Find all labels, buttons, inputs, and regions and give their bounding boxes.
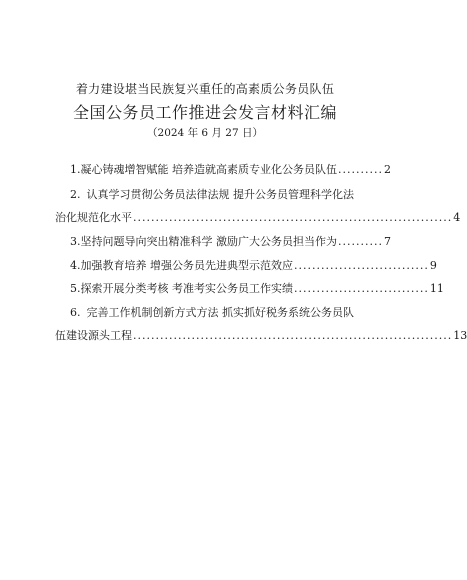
toc-item-title: 凝心铸魂增智赋能 培养造就高素质专业化公务员队伍: [80, 163, 337, 176]
toc-item-page: 4: [453, 211, 461, 224]
toc-item-page: 2: [383, 163, 391, 176]
toc-item-number: 6.: [70, 306, 81, 319]
toc-item-page: 11: [429, 282, 444, 295]
toc-item-3[interactable]: [70, 232, 391, 252]
toc-item-page: 9: [429, 259, 437, 272]
toc-item-number: 5.: [70, 282, 81, 295]
document-subtitle: 着力建设堪当民族复兴重任的高素质公务员队伍: [75, 82, 335, 96]
toc-item-number: 1.: [70, 163, 81, 176]
toc-item-number: 2.: [70, 188, 81, 201]
toc-leader-dots: .......................................................................: [133, 211, 453, 224]
toc-item-1[interactable]: [70, 160, 391, 180]
toc-item-title: 加强教育培养 增强公务员先进典型示范效应: [80, 259, 293, 272]
toc-leader-dots: .......................................................................: [133, 329, 453, 342]
toc-item-6-continuation[interactable]: [55, 326, 467, 346]
toc-item-number: 3.: [70, 235, 81, 248]
toc-leader-dots: ..............................: [294, 282, 429, 295]
toc-item-title-continued: 治化规范化水平: [55, 211, 132, 224]
toc-item-title: 探索开展分类考核 考准考实公务员工作实绩: [80, 282, 293, 295]
document-date: （2024 年 6 月 27 日）: [147, 127, 263, 139]
toc-leader-dots: ..........: [338, 235, 383, 248]
document-title: 全国公务员工作推进会发言材料汇编: [72, 103, 337, 122]
toc-item-title: 完善工作机制创新方式方法 抓实抓好税务系统公务员队: [86, 306, 354, 319]
toc-item-title-continued: 伍建设源头工程: [55, 329, 132, 342]
toc-item-page: 7: [383, 235, 391, 248]
toc-item-6[interactable]: [70, 303, 358, 323]
toc-item-title: 坚持问题导向突出精准科学 激励广大公务员担当作为: [80, 235, 337, 248]
toc-item-title: 认真学习贯彻公务员法律法规 提升公务员管理科学化法: [86, 188, 354, 201]
toc-leader-dots: ..............................: [294, 259, 429, 272]
toc-item-page: 13: [453, 329, 467, 342]
toc-item-4[interactable]: [70, 256, 437, 276]
toc-item-5[interactable]: [70, 279, 444, 299]
toc-item-2[interactable]: [70, 185, 358, 205]
toc-leader-dots: ..........: [338, 163, 383, 176]
toc-item-number: 4.: [70, 259, 81, 272]
toc-item-2-continuation[interactable]: [55, 208, 461, 228]
